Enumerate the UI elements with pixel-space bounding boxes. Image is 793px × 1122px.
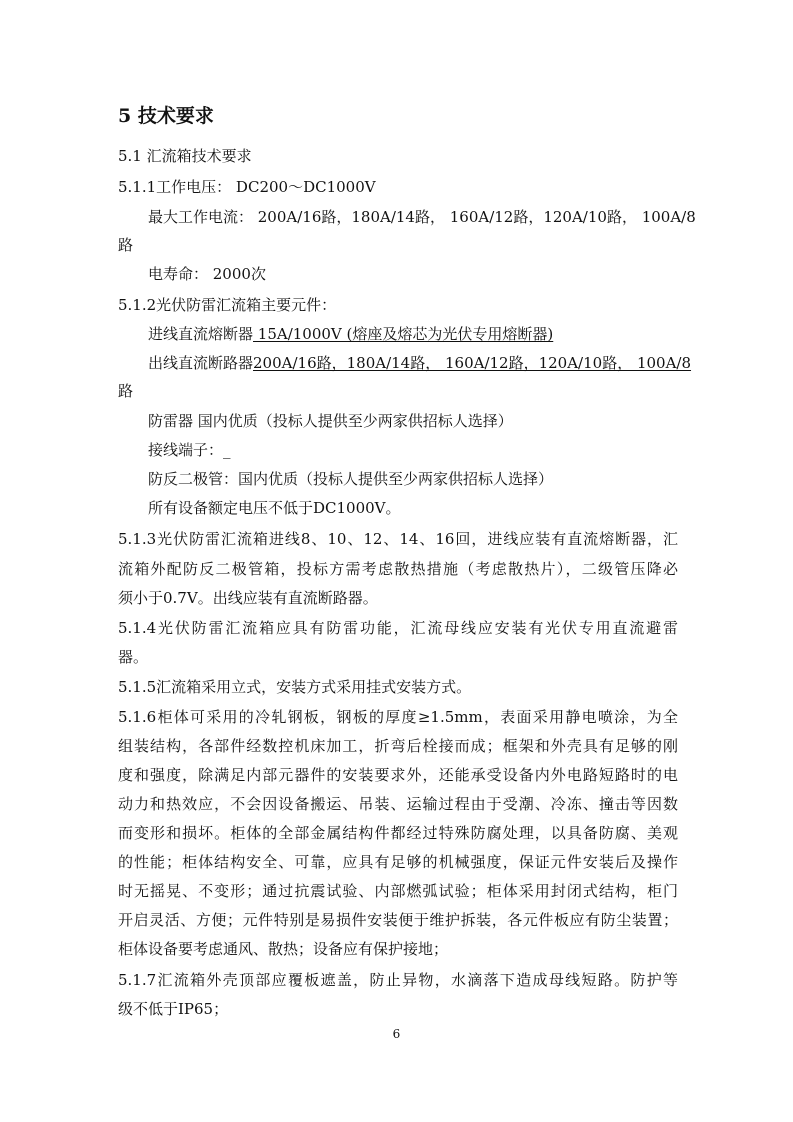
breaker-value: 200A/16路，180A/14路， 160A/12路，120A/10路， 100A/8 bbox=[253, 354, 692, 372]
clause-5-1-2-breaker bbox=[148, 353, 692, 373]
clause-5-1-1-current-cont: 路 bbox=[118, 236, 134, 254]
clause-5-1-2-spd: 防雷器 国内优质（投标人提供至少两家供招标人选择） bbox=[148, 412, 513, 430]
subsection-title: 5.1 汇流箱技术要求 bbox=[118, 147, 252, 165]
clause-5-1-4-line: 器。 bbox=[118, 648, 149, 666]
section-heading: 5 技术要求 bbox=[118, 105, 214, 127]
clause-5-1-2-terminal: 接线端子：_ bbox=[148, 441, 231, 459]
clause-5-1-6-line: 度和强度，除满足内部元器件的安装要求外，还能承受设备内外电路短路时的电 bbox=[118, 766, 678, 784]
clause-5-1-7-line: 5.1.7汇流箱外壳顶部应覆板遮盖，防止异物，水滴落下造成母线短路。防护等 bbox=[118, 971, 678, 989]
clause-5-1-7-line: 级不低于IP65； bbox=[118, 1000, 229, 1018]
clause-5-1-2-title: 5.1.2光伏防雷汇流箱主要元件： bbox=[118, 296, 337, 314]
page-number: 6 bbox=[392, 1027, 401, 1041]
clause-5-1-6-line: 时无摇晃、不变形；通过抗震试验、内部燃弧试验；柜体采用封闭式结构，柜门 bbox=[118, 882, 678, 900]
clause-5-1-6-line: 的性能；柜体结构安全、可靠，应具有足够的机械强度，保证元件安装后及操作 bbox=[118, 853, 678, 871]
clause-5-1-6-line: 5.1.6柜体可采用的冷轧钢板，钢板的厚度≥1.5mm，表面采用静电喷涂，为全 bbox=[118, 708, 678, 726]
clause-5-1-5: 5.1.5汇流箱采用立式，安装方式采用挂式安装方式。 bbox=[118, 678, 472, 696]
clause-5-1-1-life: 电寿命： 2000次 bbox=[148, 265, 266, 283]
clause-5-1-2-diode: 防反二极管：国内优质（投标人提供至少两家供招标人选择） bbox=[148, 470, 554, 488]
clause-5-1-6-line: 组装结构，各部件经数控机床加工，折弯后栓接而成；框架和外壳具有足够的刚 bbox=[118, 737, 678, 755]
clause-5-1-1-voltage: 5.1.1工作电压： DC200～DC1000V bbox=[118, 178, 376, 196]
fuse-label: 进线直流熔断器 bbox=[148, 325, 254, 343]
clause-5-1-6-line: 开启灵活、方便；元件特别是易损件安装便于维护拆装，各元件板应有防尘装置； bbox=[118, 911, 678, 929]
clause-5-1-3-line: 流箱外配防反二极管箱，投标方需考虑散热措施（考虑散热片），二级管压降必 bbox=[118, 560, 678, 578]
clause-5-1-6-line: 柜体设备要考虑通风、散热；设备应有保护接地； bbox=[118, 940, 449, 958]
clause-5-1-2-fuse bbox=[148, 324, 678, 344]
clause-5-1-1-current: 最大工作电流： 200A/16路，180A/14路， 160A/12路，120A/10路， 100A/8 bbox=[148, 208, 696, 226]
clause-5-1-6-line: 而变形和损坏。柜体的全部金属结构件都经过特殊防腐处理，以具备防腐、美观 bbox=[118, 824, 678, 842]
clause-5-1-2-rated: 所有设备额定电压不低于DC1000V。 bbox=[148, 499, 401, 517]
clause-5-1-4-line: 5.1.4光伏防雷汇流箱应具有防雷功能，汇流母线应安装有光伏专用直流避雷 bbox=[118, 619, 678, 637]
clause-5-1-2-breaker-cont: 路 bbox=[118, 382, 134, 400]
clause-5-1-3-line: 须小于0.7V。出线应装有直流断路器。 bbox=[118, 589, 378, 607]
clause-5-1-6-line: 动力和热效应，不会因设备搬运、吊装、运输过程由于受潮、冷冻、撞击等因数 bbox=[118, 795, 678, 813]
clause-5-1-3-line: 5.1.3光伏防雷汇流箱进线8、10、12、14、16回，进线应装有直流熔断器，汇 bbox=[118, 530, 678, 548]
fuse-value: 15A/1000V (熔座及熔芯为光伏专用熔断器) bbox=[253, 325, 554, 343]
breaker-label: 出线直流断路器 bbox=[148, 354, 254, 372]
